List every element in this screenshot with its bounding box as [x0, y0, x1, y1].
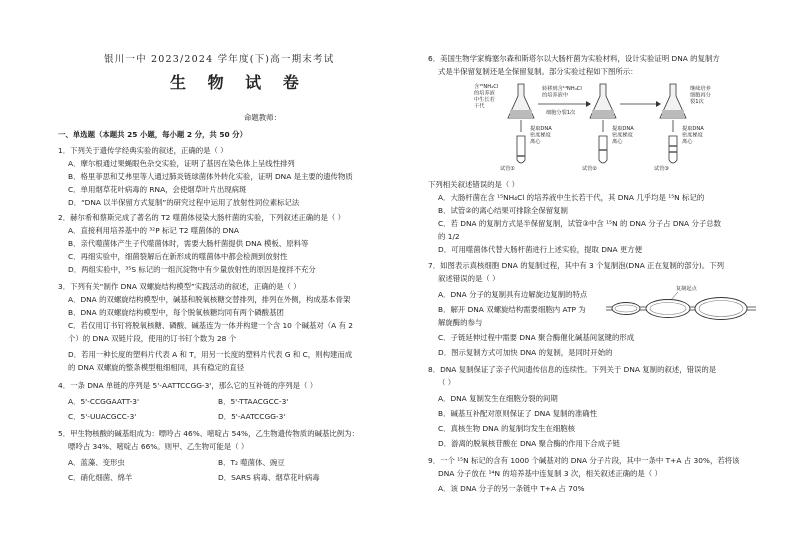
tube2-label: 试管② [582, 166, 598, 172]
q7-option-b: B．解开 DNA 双螺旋结构需要细胞内 ATP 为 [438, 305, 586, 314]
q3-option-c-cont: 个）的 DNA 双链片段，使用的订书钉个数为 28 个 [68, 334, 237, 343]
arrow1-label: 转移到含¹⁴NH₄Cl 的培养液中 [542, 86, 582, 99]
q2-option-d: D．两组实验中，³⁵S 标记的一组沉淀物中有少量放射性的原因是搅拌不充分 [68, 265, 316, 274]
proposer: 命题教师： [244, 113, 281, 122]
tube1-label: 试管① [500, 166, 516, 172]
meselson-stahl-diagram [458, 80, 748, 172]
q5-option-a: A．蓝藻、变形虫 [68, 458, 125, 467]
flask1-label: 含¹⁵NH₄Cl 的培养液中生长若干代 [474, 84, 499, 110]
q5-stem-cont: 嘌呤占 34%、嘧啶占 66%。则甲、乙生物可能是（ ） [68, 442, 249, 451]
arrow3-label: 继续培养细胞再分裂1次 [690, 86, 711, 105]
q7-stem-cont: 叙述错误的是（ ） [438, 274, 500, 283]
q8-stem: 8．DNA 复制保证了亲子代间遗传信息的连续性。下列关于 DNA 复制的叙述，错误的是 [428, 365, 717, 374]
q3-option-b: B．DNA 的双螺旋结构模型中，每个脱氧核糖均同有两个磷酸基团 [68, 308, 284, 317]
q4-option-c: C．5'-UUACGCC-3' [68, 412, 137, 421]
q7-option-c: C．子链延伸过程中需要 DNA 聚合酶催化碱基间氢键的形成 [438, 333, 635, 342]
q4-option-a: A．5'-CCGGAATT-3' [68, 397, 139, 406]
q9-option-a: A．该 DNA 分子的另一条链中 T+A 占 70% [438, 484, 585, 493]
q1-option-a: A．摩尔根通过果蝇眼色杂交实验，证明了基因在染色体上呈线性排列 [68, 159, 295, 168]
q1-option-c: C．单用烟草花叶病毒的 RNA，会使烟草叶片出现病斑 [68, 185, 247, 194]
q5-option-b: B．T₂ 噬菌体、豌豆 [218, 458, 285, 467]
step1-label: 提取DNA 密度梯度离心 [530, 126, 552, 145]
tube-2 [599, 136, 607, 163]
q1-stem: 1．下列关于遗传学经典实验的叙述，正确的是（ ） [58, 146, 228, 155]
q1-option-d: D．“DNA 以半保留方式复制”的研究过程中运用了放射性同位素标记法 [68, 198, 300, 207]
q6-option-b: B．试管②的离心结果可排除全保留复制 [438, 206, 568, 215]
q5-option-d: D．SARS 病毒、烟草花叶病毒 [218, 473, 320, 482]
q8-option-c: C．真核生物 DNA 的复制均发生在细胞核 [438, 424, 575, 433]
q5-option-c: C．硝化细菌、绵羊 [68, 473, 133, 482]
q6-stem: 6．美国生物学家梅塞尔森和斯塔尔以大肠杆菌为实验材料，设计实验证明 DNA 的复制方 [428, 54, 720, 63]
tube-1 [517, 136, 525, 163]
q6-stem-cont: 式是半保留复制还是全保留复制。部分实验过程如下图所示： [438, 67, 638, 76]
q1-option-b: B．格里菲思和艾弗里等人通过肺炎链球菌体外转化实验，证明 DNA 是主要的遗传物质 [68, 172, 353, 181]
q3-option-c: C．若仅用订书钉将脱氧核糖、磷酸、碱基连为一体并构建一个含 10 个碱基对（A 有 2 [68, 321, 354, 330]
q8-option-d: D．游离的脱氧核苷酸在 DNA 聚合酶的作用下合成子链 [438, 439, 620, 448]
replication-bubble-diagram [606, 283, 756, 329]
q2-option-b: B．亲代噬菌体产生子代噬菌体时，需要大肠杆菌提供 DNA 模板、原料等 [68, 239, 309, 248]
q4-option-b: B．5'-TTAACGCC-3' [218, 397, 289, 406]
replication-origin-label: 复制起点 [676, 286, 697, 292]
arrow2-label: 细胞分裂1次 [546, 110, 576, 116]
q3-option-a: A．DNA 的双螺旋结构模型中，碱基和脱氧核糖交替排列，排列在外侧，构成基本骨架 [68, 295, 351, 304]
section-heading: 一、单选题（本题共 25 小题，每小题 2 分，共 50 分） [58, 130, 247, 139]
q7-option-a: A．DNA 分子的复制具有边解旋边复制的特点 [438, 290, 588, 299]
q7-stem: 7．如图表示真核细胞 DNA 的复制过程，其中有 3 个复制泡(DNA 正在复制的部分)。下列 [428, 261, 724, 270]
bubble-1 [612, 303, 640, 315]
flask-3 [660, 84, 686, 118]
school-header: 银川一中 2023/2024 学年度(下)高一期末考试 [104, 54, 335, 65]
q3-option-d: D．若用一种长度的塑料片代表 A 和 T，用另一长度的塑料片代表 G 和 C，则构建而成 [68, 350, 353, 359]
q6-option-a: A．大肠杆菌在含 ¹⁵NH₄Cl 的培养液中生长若干代，其 DNA 几乎均是 ¹⁵N 标记的 [438, 193, 705, 202]
q6-option-c: C．若 DNA 的复制方式是半保留复制，试管③中含 ¹⁵N 的 DNA 分子占 DNA 分子总数 [438, 219, 722, 228]
q2-stem: 2．赫尔希和蔡斯完成了著名的 T2 噬菌体侵染大肠杆菌的实验，下列叙述正确的是（ ） [58, 213, 346, 222]
q8-option-b: B．碱基互补配对原则保证了 DNA 复制的准确性 [438, 409, 598, 418]
q4-stem: 4．一条 DNA 单链的序列是 5'-AATTCCGG-3'，那么它的互补链的序列是（ ） [58, 381, 318, 390]
q6-prompt: 下列相关叙述错误的是（ ） [428, 180, 520, 189]
q4-option-d: D．5'-AATCCGG-3' [218, 412, 286, 421]
q6-option-d: D．可用噬菌体代替大肠杆菌进行上述实验，提取 DNA 更方便 [438, 245, 643, 254]
q6-option-c-cont: 的 1/2 [438, 232, 460, 241]
q3-stem: 3．下列有关“制作 DNA 双螺旋结构模型”实践活动的叙述，正确的是（ ） [58, 282, 301, 291]
page-title: 生 物 试 卷 [170, 73, 307, 92]
q7-option-b-cont: 解旋酶的参与 [438, 318, 483, 327]
tube-3 [669, 136, 677, 163]
q5-stem: 5．甲生物核酸的碱基组成为：嘌呤占 46%、嘧啶占 54%，乙生物遗传物质的碱基比例为： [58, 429, 359, 438]
q8-stem-cont: （ ） [438, 378, 456, 387]
step3-label: 提取DNA 密度梯度离心 [682, 126, 704, 145]
q2-option-c: C．再细实验中，细菌裂解后在新形成的噬菌体中都会检测到放射性 [68, 252, 288, 261]
q9-stem-cont: DNA 分子放在 ¹⁴N 的培养基中连复制 3 次，相关叙述正确的是（ ） [438, 469, 662, 478]
q3-option-d-cont: 的 DNA 双螺旋的整条模型粗细相同，具有稳定的直径 [68, 363, 245, 372]
q7-option-d: D．图示复制方式可加快 DNA 的复制，是同时开始的 [438, 348, 613, 357]
step2-label: 提取DNA 密度梯度离心 [612, 126, 634, 145]
flask-1 [508, 84, 534, 118]
tube3-label: 试管③ [654, 166, 670, 172]
q8-option-a: A．DNA 复制发生在细胞分裂的间期 [438, 394, 558, 403]
q9-stem: 9．一个 ¹⁵N 标记的含有 1000 个碱基对的 DNA 分子片段，其中一条中 T+A 占 30%，若将该 [428, 456, 740, 465]
q2-option-a: A．直接利用培养基中的 ³²P 标记 T2 噬菌体的 DNA [68, 226, 239, 235]
flask-2 [590, 84, 616, 118]
